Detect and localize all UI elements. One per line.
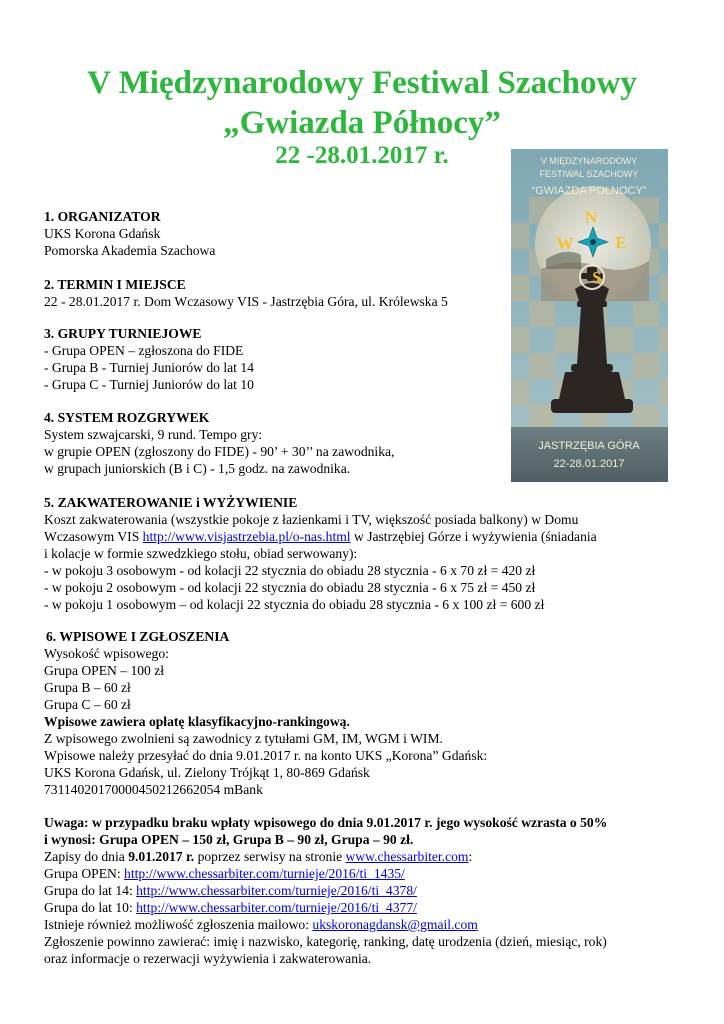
u10-group-label: Grupa do lat 10:: [44, 900, 137, 915]
checker-square: [511, 379, 529, 405]
accommodation-text: w Jastrzębiej Górze i wyżywienia (śniadania: [350, 529, 597, 544]
price-line: - w pokoju 1 osobowym – od kolacji 22 stycznia do obiadu 28 stycznia - 6 x 100 zł = 600 zł: [44, 597, 545, 612]
email-link[interactable]: ukskoronagdansk@gmail.com: [312, 917, 478, 932]
u14-group-link[interactable]: http://www.chessarbiter.com/turnieje/2016/ti_4378/: [136, 883, 417, 898]
fees-included-note: Wpisowe zawiera opłatę klasyfikacyjno-rankingową.: [44, 714, 350, 729]
poster-line1: V MIĘDZYNARODOWY: [540, 156, 638, 166]
compass-s-label: S: [592, 268, 602, 287]
fees-line: Wysokość wpisowego:: [44, 646, 169, 661]
late-fee-note: i wynosi: Grupa OPEN – 150 zł, Grupa B – 90 zł, Grupa – 90 zł.: [44, 832, 414, 847]
checker-square: [511, 223, 529, 249]
u14-group-label: Grupa do lat 14:: [44, 883, 137, 898]
system-line: w grupach juniorskich (B i C) - 1,5 godz. na zawodnika.: [44, 461, 351, 476]
checker-square: [659, 223, 668, 249]
accommodation-line: [44, 528, 597, 545]
price-line: - w pokoju 2 osobowym - od kolacji 22 stycznia do obiadu 28 stycznia - 6 x 75 zł = 450 zł: [44, 580, 536, 595]
compass-n-label: N: [584, 208, 598, 227]
final-line: oraz informacje o rezerwacji wyżywienia i zakwaterowania.: [44, 951, 372, 966]
final-line: Zgłoszenie powinno zawierać: imię i nazwisko, kategorię, ranking, datę urodzenia (dzień, miesiąc, rok): [44, 934, 607, 949]
checker-square: [529, 301, 555, 327]
section-organizer-heading: 1. ORGANIZATOR: [44, 209, 161, 224]
checker-square: [529, 353, 555, 379]
fees-line: Z wpisowego zwolnieni są zawodnicy z tytułami GM, IM, WGM i WIM.: [44, 731, 443, 746]
section-accommodation-heading: 5. ZAKWATEROWANIE i WYŻYWIENIE: [44, 495, 298, 510]
fees-line: Grupa C – 60 zł: [44, 697, 131, 712]
section-date-place-heading: 2. TERMIN I MIEJSCE: [44, 277, 186, 292]
festival-poster: [511, 149, 668, 482]
organizer-line: Pomorska Akademia Szachowa: [44, 243, 216, 258]
fees-line: Grupa OPEN – 100 zł: [44, 663, 165, 678]
compass-w-label: W: [556, 234, 574, 253]
open-group-line: [44, 865, 405, 882]
checker-square: [659, 327, 668, 353]
u14-group-line: [44, 882, 417, 899]
fees-line: Grupa B – 60 zł: [44, 680, 131, 695]
system-line: System szwajcarski, 9 rund. Tempo gry:: [44, 427, 263, 442]
email-line: [44, 916, 478, 933]
checker-square: [633, 301, 659, 327]
group-line: - Grupa C - Turniej Juniorów do lat 10: [44, 377, 254, 392]
section-groups-heading: 3. GRUPY TURNIEJOWE: [44, 326, 202, 341]
section-fees-heading: 6. WPISOWE I ZGŁOSZENIA: [46, 629, 230, 644]
chessarbiter-link[interactable]: www.chessarbiter.com: [345, 849, 469, 864]
accommodation-text: Wczasowym VIS: [44, 529, 143, 544]
vis-website-link[interactable]: http://www.visjastrzebia.pl/o-nas.html: [142, 529, 351, 544]
open-group-link[interactable]: http://www.chessarbiter.com/turnieje/2016/ti_1435/: [124, 866, 405, 881]
u10-group-link[interactable]: http://www.chessarbiter.com/turnieje/2016/ti_4377/: [136, 900, 417, 915]
checker-square: [555, 327, 581, 353]
checker-square: [659, 379, 668, 405]
checker-square: [511, 327, 529, 353]
poster-line3: “GWIAZDA POŁNOCY”: [531, 185, 647, 197]
checker-square: [633, 353, 659, 379]
open-group-label: Grupa OPEN:: [44, 866, 125, 881]
late-fee-note: Uwaga: w przypadku braku wpłaty wpisowego do dnia 9.01.2017 r. jego wysokość wzrasta o 50%: [44, 815, 608, 830]
checker-square: [659, 275, 668, 301]
poster-date: 22-28.01.2017: [553, 458, 625, 470]
registration-text: :: [468, 849, 473, 864]
bank-account: 73114020170000450212662054 mBank: [44, 782, 263, 797]
system-line: w grupie OPEN (zgłoszony do FIDE) - 90’ + 30’’ na zawodnika,: [44, 444, 395, 459]
checker-square: [607, 327, 633, 353]
festival-subtitle: „Gwiazda Północy”: [223, 105, 501, 141]
registration-text: poprzez serwisy na stronie: [194, 849, 346, 864]
accommodation-line: Koszt zakwaterowania (wszystkie pokoje z łazienkami i TV, większość posiada balkony) w Domu: [44, 512, 579, 527]
poster-place: JASTRZĘBIA GÓRA: [538, 440, 640, 452]
fees-line: Wpisowe należy przesyłać do dnia 9.01.2017 r. na konto UKS „Korona” Gdańsk:: [44, 748, 488, 763]
registration-deadline: 9.01.2017 r.: [128, 849, 195, 864]
accommodation-line: i kolacje w formie szwedzkiego stołu, obiad serwowany):: [44, 546, 358, 561]
checker-square: [511, 275, 529, 301]
festival-dates: 22 -28.01.2017 r.: [275, 142, 449, 169]
compass-e-label: E: [615, 233, 627, 252]
bank-address: UKS Korona Gdańsk, ul. Zielony Trójkąt 1, 80-869 Gdańsk: [44, 765, 370, 780]
registration-text: Zapisy do dnia: [44, 849, 129, 864]
price-line: - w pokoju 3 osobowym - od kolacji 22 stycznia do obiadu 28 stycznia - 6 x 70 zł = 420 zł: [44, 563, 536, 578]
organizer-line: UKS Korona Gdańsk: [44, 226, 161, 241]
registration-line: [44, 848, 472, 865]
email-label: Istnieje również możliwość zgłoszenia mailowo:: [44, 917, 313, 932]
section-system-heading: 4. SYSTEM ROZGRYWEK: [44, 410, 210, 425]
group-line: - Grupa OPEN – zgłoszona do FIDE: [44, 343, 244, 358]
u10-group-line: [44, 899, 417, 916]
date-place-line: 22 - 28.01.2017 r. Dom Wczasowy VIS - Jastrzębia Góra, ul. Królewska 5: [44, 294, 448, 309]
festival-title: V Międzynarodowy Festiwal Szachowy: [87, 65, 637, 101]
poster-line2: FESTIWAL SZACHOWY: [539, 169, 639, 179]
group-line: - Grupa B - Turniej Juniorów do lat 14: [44, 360, 254, 375]
